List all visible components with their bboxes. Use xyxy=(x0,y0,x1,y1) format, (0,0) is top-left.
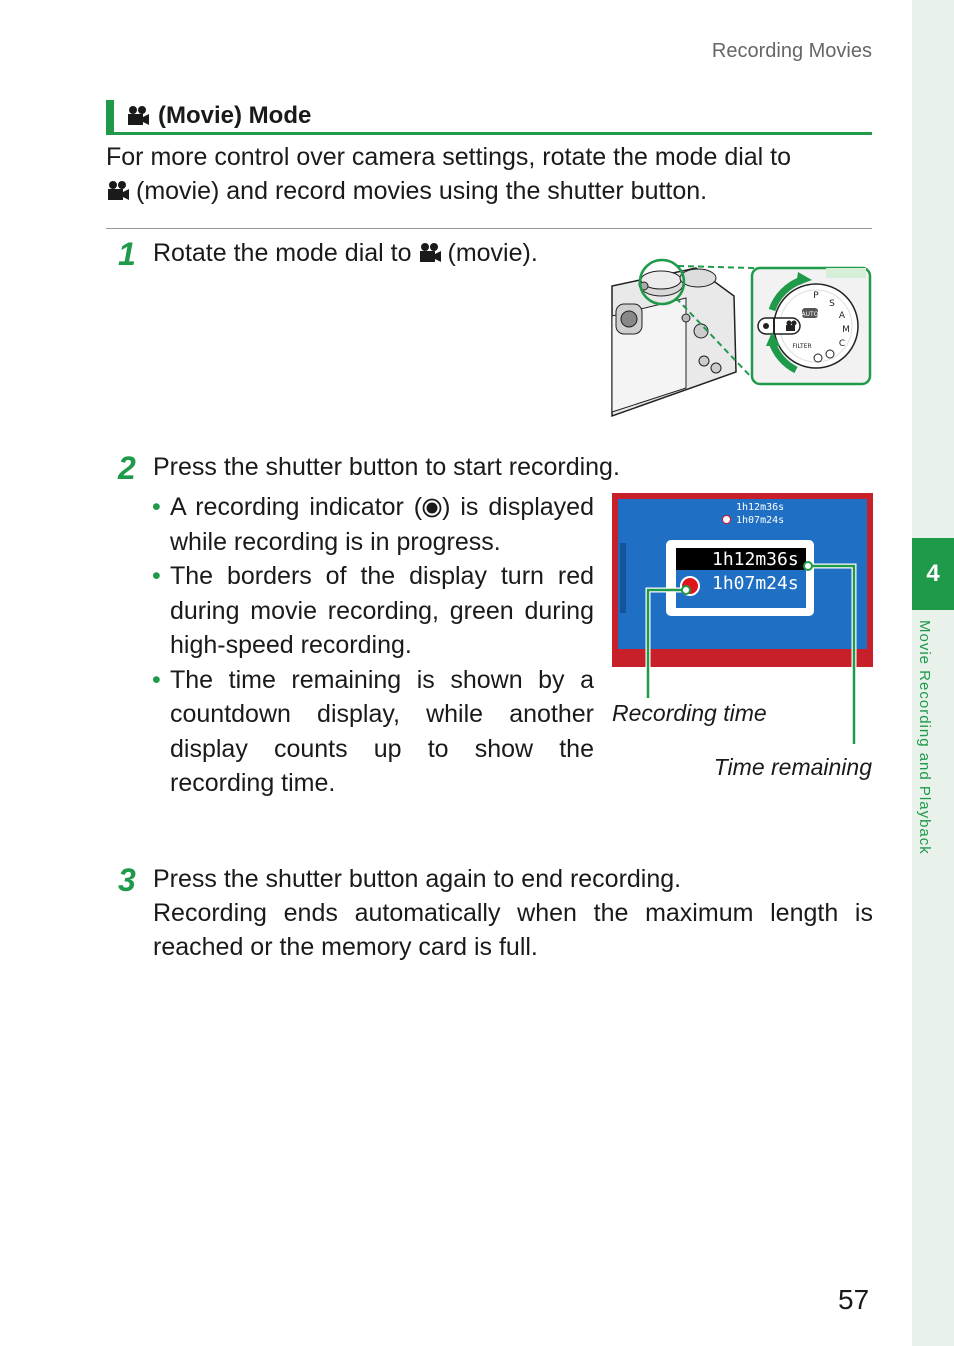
bullet-1-before: A recording indicator ( xyxy=(170,493,423,521)
bullet-1-after: ) is displayed while recording is in progress. xyxy=(170,493,594,556)
bullet-dot: • xyxy=(152,493,161,521)
step-3-number: 3 xyxy=(118,862,136,898)
dial-label-filter: FILTER xyxy=(792,343,812,350)
step-1-number: 1 xyxy=(118,236,136,272)
lcd-small-recording-time: 1h12m36s xyxy=(736,502,785,513)
bullet-dot: • xyxy=(152,562,161,590)
dial-label-auto: AUTO xyxy=(801,311,819,318)
step-2-text: Press the shutter button to start recording. xyxy=(153,453,620,481)
step-3-detail: Recording ends automatically when the maximum length is reached or the memory card is full. xyxy=(153,899,873,961)
dial-label-a: A xyxy=(838,311,846,321)
step-3-block xyxy=(153,862,873,964)
caption-recording-time: Recording time xyxy=(612,700,767,726)
dial-label-p: P xyxy=(813,291,819,301)
bullet-dot: • xyxy=(152,665,161,694)
bullet-3-text: The time remaining is shown by a countdown display, while another display counts up to show the recording time. xyxy=(170,665,594,797)
dial-label-c: C xyxy=(838,339,846,349)
lcd-zoom-recording-time: 1h12m36s xyxy=(712,549,799,570)
step-3-text: Press the shutter button again to end recording. xyxy=(153,865,682,893)
intro-line-1: For more control over camera settings, rotate the mode dial to xyxy=(106,143,792,171)
section-title-text: (Movie) Mode xyxy=(158,102,312,129)
lcd-small-time-remaining: 1h07m24s xyxy=(736,515,785,526)
lcd-zoom-time-remaining: 1h07m24s xyxy=(712,573,799,594)
intro-line-2: (movie) and record movies using the shutter button. xyxy=(136,177,708,205)
page-number: 57 xyxy=(838,1284,870,1315)
chapter-number: 4 xyxy=(926,560,940,587)
step-1-text-before: Rotate the mode dial to xyxy=(153,239,412,267)
running-header: Recording Movies xyxy=(711,40,872,62)
dial-label-s: S xyxy=(829,299,835,309)
dial-label-m: M xyxy=(842,325,850,335)
step-1-text-after: (movie). xyxy=(447,239,538,267)
chapter-title: Movie Recording and Playback xyxy=(916,620,933,855)
bullet-2-text: The borders of the display turn red during movie recording, green during high-speed recording. xyxy=(170,562,594,659)
caption-time-remaining: Time remaining xyxy=(713,754,872,780)
step-2-number: 2 xyxy=(118,450,136,486)
